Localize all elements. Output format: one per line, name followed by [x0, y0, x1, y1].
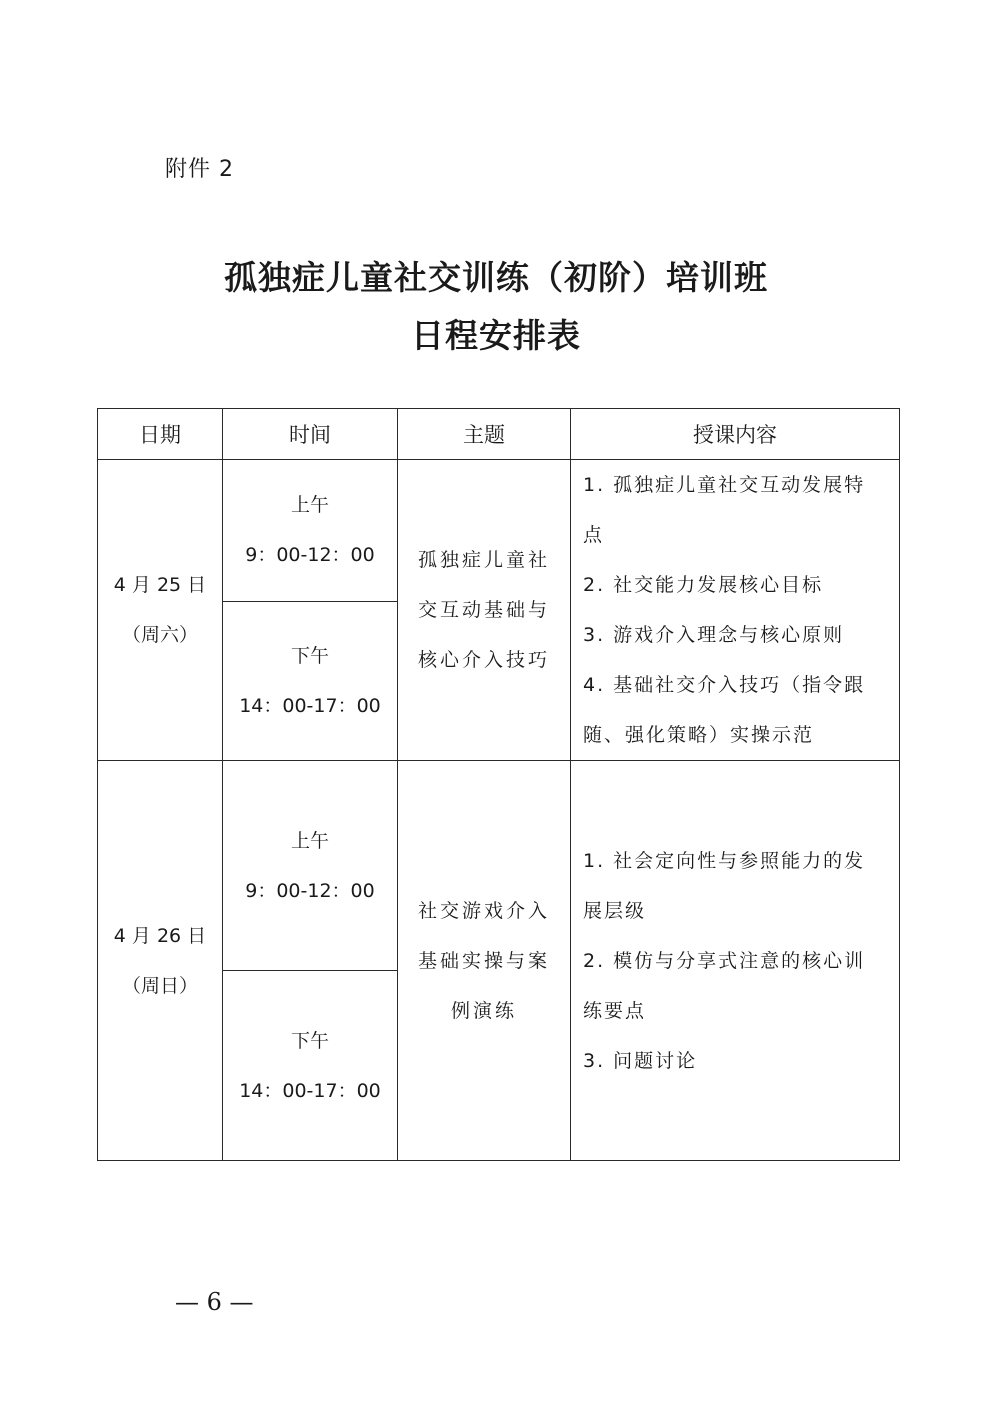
weekday-text: （周六）: [121, 624, 198, 646]
period-label: 上午: [290, 494, 329, 517]
date-cell: [98, 460, 223, 761]
header-date: 日期: [98, 409, 223, 460]
period-label: 上午: [290, 829, 329, 852]
time-range: 14：00-17：00: [239, 694, 381, 717]
date-text: 4 月 25 日: [113, 574, 207, 596]
time-cell: [223, 601, 398, 760]
time-cell: [223, 761, 398, 971]
header-content: 授课内容: [571, 409, 900, 460]
topic-cell: 孤独症儿童社交互动基础与核心介入技巧: [398, 460, 571, 761]
content-item: 1. 孤独症儿童社交互动发展特点: [583, 474, 866, 546]
document-title: 孤独症儿童社交训练（初阶）培训班: [224, 258, 768, 297]
date-cell: [98, 761, 223, 1161]
time-range: 9：00-12：00: [245, 544, 375, 567]
attachment-label: 附件 2: [165, 157, 234, 182]
period-label: 下午: [290, 1029, 329, 1052]
time-range: 9：00-12：00: [245, 879, 375, 902]
weekday-text: （周日）: [121, 974, 198, 997]
document-subtitle: 日程安排表: [411, 316, 581, 355]
content-item: 1. 社会定向性与参照能力的发展层级: [583, 849, 866, 922]
content-item: 2. 模仿与分享式注意的核心训练要点: [583, 949, 866, 1022]
table-row: [98, 460, 900, 602]
content-cell: [571, 460, 900, 761]
time-range: 14：00-17：00: [239, 1079, 381, 1102]
header-time: 时间: [223, 409, 398, 460]
content-item: 2. 社交能力发展核心目标: [583, 574, 824, 596]
time-cell: [223, 971, 398, 1161]
time-cell: [223, 460, 398, 602]
date-text: 4 月 26 日: [113, 924, 207, 947]
content-item: 3. 问题讨论: [583, 1049, 698, 1072]
table-row: [98, 761, 900, 971]
table-header-row: [98, 409, 900, 460]
content-cell: [571, 761, 900, 1161]
schedule-table: [97, 408, 900, 1161]
period-label: 下午: [290, 644, 329, 667]
header-topic: 主题: [398, 409, 571, 460]
topic-cell: 社交游戏介入基础实操与案例演练: [398, 761, 571, 1161]
content-item: 4. 基础社交介入技巧（指令跟随、强化策略）实操示范: [583, 674, 866, 746]
page-number: — 6 —: [175, 1288, 254, 1316]
content-item: 3. 游戏介入理念与核心原则: [583, 624, 845, 646]
